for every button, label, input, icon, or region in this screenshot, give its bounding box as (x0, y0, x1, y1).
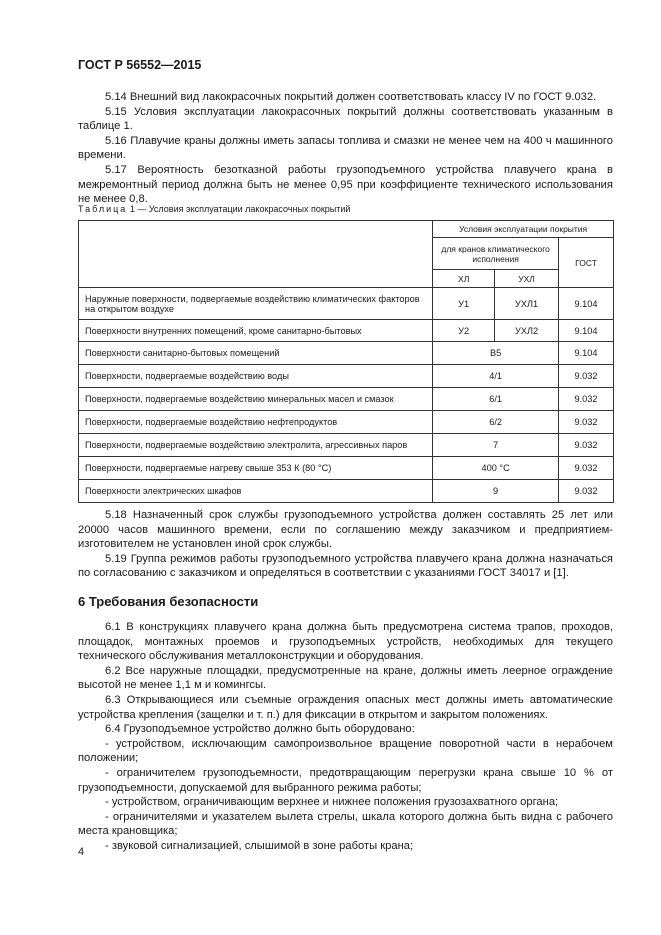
condition-cell: 6/2 (433, 411, 559, 434)
paragraph-6-4: 6.4 Грузоподъемное устройство должно быть оборудовано: (105, 723, 415, 736)
condition-cell: 6/1 (433, 388, 559, 411)
table-row (79, 411, 614, 434)
surface-cell: Наружные поверхности, подвергаемые воздействию климатических факторов на открытом воздухе (79, 288, 433, 320)
gost-cell: 9.032 (559, 457, 614, 480)
paragraph-6-2: 6.2 Все наружные площадки, предусмотренные на кране, должны иметь леерное ограждение высотой не менее 1,1 м и комингсы. (78, 664, 613, 692)
condition-cell: 7 (433, 434, 559, 457)
section6-paragraphs (78, 620, 613, 854)
table-row (79, 288, 614, 320)
table-row (79, 480, 614, 503)
paragraph-6-1: 6.1 В конструкциях плавучего крана должна быть предусмотрена система трапов, проходов, площадок, монтажных проемов и грузоподъемных устройств, необходимых для текущего технического обслуживания металлоконструкции и оборудования. (78, 621, 613, 663)
table-header-row-1 (79, 221, 614, 238)
surface-cell: Поверхности электрических шкафов (79, 480, 433, 503)
surface-cell: Поверхности, подвергаемые воздействию минеральных масел и смазок (79, 388, 433, 411)
condition-cell: 400 °С (433, 457, 559, 480)
paragraph-5-17: 5.17 Вероятность безотказной работы грузоподъемного устройства плавучего крана в межремонтный период должна быть не менее 0,95 при коэффициенте технического использования не менее 0,8. (78, 163, 613, 206)
document-header: ГОСТ Р 56552—2015 (78, 58, 202, 72)
paragraph-5-19: 5.19 Группа режимов работы грузоподъемного устройства плавучего крана должна назначаться по согласованию с заказчиком и определяться в соответствии с указаниями ГОСТ 34017 и [1]. (78, 552, 613, 580)
table-row (79, 320, 614, 342)
surface-cell: Поверхности санитарно-бытовых помещений (79, 342, 433, 365)
header-uhl: УХЛ (495, 270, 559, 288)
table-caption-text: 1 — Условия эксплуатации лакокрасочных покрытий (129, 204, 351, 214)
section5-bottom-paragraphs (78, 508, 613, 581)
surface-cell: Поверхности, подвергаемые нагреву свыше 353 К (80 °С) (79, 457, 433, 480)
condition-cell: 4/1 (433, 365, 559, 388)
section6-heading: 6 Требования безопасности (78, 594, 259, 609)
table-row (79, 457, 614, 480)
section5-top-paragraphs (78, 90, 613, 207)
paragraph-6-3: 6.3 Открывающиеся или съемные ограждения опасных мест должны иметь автоматические устройства крепления (защелки и т. п.) для фиксации в открытом и закрытом положениях. (78, 693, 613, 721)
gost-cell: 9.104 (559, 342, 614, 365)
gost-cell: 9.032 (559, 365, 614, 388)
surface-cell: Поверхности внутренних помещений, кроме санитарно-бытовых (79, 320, 433, 342)
list-item: - звуковой сигнализацией, слышимой в зоне работы крана; (105, 839, 414, 852)
list-item: - ограничителем грузоподъемности, предотвращающим перегрузки крана свыше 10 % от грузоподъемности, допускаемой для выбранного режима работы; (78, 766, 613, 794)
gost-cell: 9.032 (559, 388, 614, 411)
gost-cell: 9.032 (559, 480, 614, 503)
header-gost: ГОСТ (559, 238, 614, 288)
surface-cell: Поверхности, подвергаемые воздействию воды (79, 365, 433, 388)
condition-cell: В5 (433, 342, 559, 365)
table-row (79, 342, 614, 365)
gost-cell: 9.104 (559, 288, 614, 320)
gost-cell: 9.032 (559, 434, 614, 457)
table-row (79, 388, 614, 411)
surface-cell: Поверхности, подвергаемые воздействию нефтепродуктов (79, 411, 433, 434)
page-number: 4 (78, 846, 85, 858)
paragraph-5-14: 5.14 Внешний вид лакокрасочных покрытий должен соответствовать классу IV по ГОСТ 9.032. (105, 91, 597, 103)
gost-cell: 9.104 (559, 320, 614, 342)
paragraph-5-16: 5.16 Плавучие краны должны иметь запасы топлива и смазки не менее чем на 400 ч машинного времени. (78, 134, 613, 162)
list-item: - устройством, исключающим самопроизвольное вращение поворотной части в нерабочем положении; (78, 737, 613, 765)
list-item: - устройством, ограничивающим верхнее и нижнее положения грузозахватного органа; (105, 796, 559, 809)
table-caption-label: Таблица (78, 204, 128, 214)
list-item: - ограничителями и указателем вылета стрелы, шкала которого должна быть видна с рабочего места крановщика; (78, 810, 613, 838)
hl-cell: У1 (433, 288, 495, 320)
table-row (79, 434, 614, 457)
uhl-cell: УХЛ1 (495, 288, 559, 320)
table-row (79, 365, 614, 388)
hl-cell: У2 (433, 320, 495, 342)
header-climatic-version: для кранов климатического исполнения (433, 238, 559, 270)
table-header-empty-cell (79, 221, 433, 288)
paragraph-5-15: 5.15 Условия эксплуатации лакокрасочных покрытий должны соответствовать указанным в таблице 1. (78, 105, 613, 133)
coating-conditions-table (78, 220, 614, 503)
surface-cell: Поверхности, подвергаемые воздействию электролита, агрессивных паров (79, 434, 433, 457)
header-operating-conditions: Условия эксплуатации покрытия (433, 221, 614, 238)
paragraph-5-18: 5.18 Назначенный срок службы грузоподъемного устройства должен составлять 25 лет или 20000 часов машинного времени, если по соглашению между заказчиком и предприятием-изготовителем не установлен иной срок службы. (78, 509, 613, 551)
header-hl: ХЛ (433, 270, 495, 288)
uhl-cell: УХЛ2 (495, 320, 559, 342)
table-caption (78, 204, 350, 214)
gost-cell: 9.032 (559, 411, 614, 434)
condition-cell: 9 (433, 480, 559, 503)
